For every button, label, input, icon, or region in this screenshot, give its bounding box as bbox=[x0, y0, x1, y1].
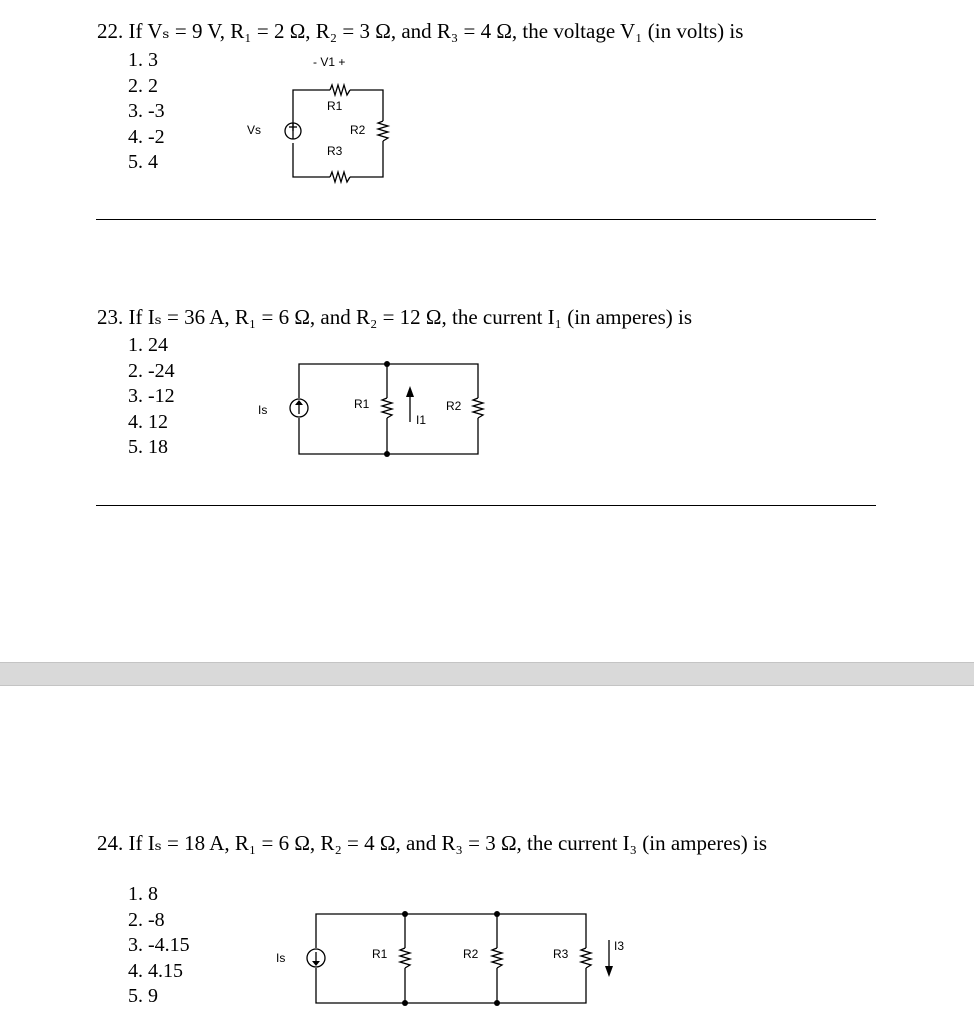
question-23-option-1[interactable]: 1. 24 bbox=[128, 334, 168, 356]
label-is-q23: Is bbox=[258, 403, 268, 417]
label-r2-q24: R2 bbox=[463, 947, 479, 961]
label-vs: Vs bbox=[247, 123, 262, 137]
label-i1: I1 bbox=[416, 413, 427, 427]
label-r3-q22: R3 bbox=[327, 144, 343, 158]
label-v1: - V1 + bbox=[313, 55, 346, 69]
question-24-text: If Iₛ = 18 A, R₁ = 6 Ω, R₂ = 4 Ω, and R₃ = 3 Ω, the current I₃ (in amperes) is bbox=[128, 831, 768, 855]
question-23-number: 23. bbox=[97, 305, 124, 329]
question-22-option-5[interactable]: 5. 4 bbox=[128, 151, 158, 173]
label-r1-q24: R1 bbox=[372, 947, 388, 961]
question-23-option-4[interactable]: 4. 12 bbox=[128, 410, 168, 433]
label-i3: I3 bbox=[614, 939, 625, 953]
question-23-option-3[interactable]: 3. -12 bbox=[128, 385, 175, 407]
question-24-number: 24. bbox=[97, 831, 124, 855]
question-22-option-1[interactable]: 1. 3 bbox=[128, 49, 158, 71]
question-24-option-4[interactable]: 4. 4.15 bbox=[128, 959, 183, 982]
question-22-option-3[interactable]: 3. -3 bbox=[128, 100, 165, 122]
question-22-text: If Vₛ = 9 V, R₁ = 2 Ω, R₂ = 3 Ω, and R₃ = 4 Ω, the voltage V₁ (in volts) is bbox=[128, 19, 744, 43]
label-is-q24: Is bbox=[276, 951, 286, 965]
question-24-option-1[interactable]: 1. 8 bbox=[128, 883, 158, 905]
question-24-option-5[interactable]: 5. 9 bbox=[128, 985, 158, 1007]
label-r2-q23: R2 bbox=[446, 399, 462, 413]
label-r2-q22: R2 bbox=[350, 123, 366, 137]
question-22-option-2[interactable]: 2. 2 bbox=[128, 74, 158, 97]
label-r3-q24: R3 bbox=[553, 947, 569, 961]
question-24-option-3[interactable]: 3. -4.15 bbox=[128, 934, 190, 956]
question-23-text: If Iₛ = 36 A, R₁ = 6 Ω, and R₂ = 12 Ω, the current I₁ (in amperes) is bbox=[128, 305, 693, 329]
question-22-number: 22. bbox=[97, 19, 124, 43]
label-r1-q23: R1 bbox=[354, 397, 370, 411]
question-23-option-5[interactable]: 5. 18 bbox=[128, 436, 168, 458]
question-24-option-2[interactable]: 2. -8 bbox=[128, 908, 165, 931]
question-23-option-2[interactable]: 2. -24 bbox=[128, 359, 175, 382]
question-22-option-4[interactable]: 4. -2 bbox=[128, 125, 165, 148]
label-r1-q22: R1 bbox=[327, 99, 343, 113]
